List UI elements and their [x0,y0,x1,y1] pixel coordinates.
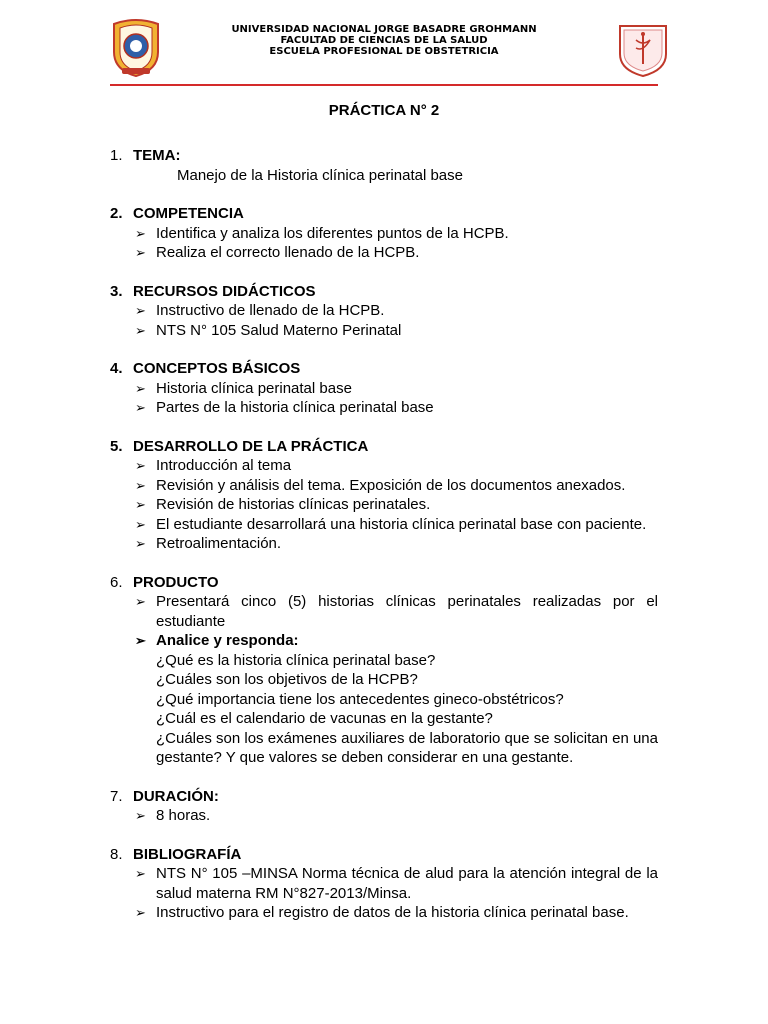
section-number: 1. [110,147,123,164]
question: ¿Cuáles son los objetivos de la HCPB? [156,671,418,688]
arrow-bullet-icon: ➢ [135,866,146,881]
section-tema [110,146,658,185]
arrow-bullet-icon: ➢ [135,380,146,396]
faculty-name: FACULTAD DE CIENCIAS DE LA SALUD [280,35,488,46]
section-title: DURACIÓN: [133,787,219,805]
university-logo-icon [108,16,164,78]
section-number: 6. [110,573,123,591]
list-item: ➢ Identifica y analiza los diferentes puntos de la HCPB. [135,224,509,242]
arrow-bullet-icon: ➢ [135,497,146,512]
list-item: ➢ Revisión de historias clínicas perinatales. [135,496,431,513]
list-item: ➢ Historia clínica perinatal base [135,379,352,397]
list-item: ➢ NTS N° 105 –MINSA Norma técnica de alud para la atención integral de la salud materna RM N°827-2013/Minsa. [135,865,658,902]
section-title: DESARROLLO DE LA PRÁCTICA [133,437,369,455]
list-item: ➢ 8 horas. [135,807,211,824]
section-bibliografia [110,845,658,923]
arrow-bullet-icon: ➢ [135,808,146,823]
section-title: RECURSOS DIDÁCTICOS [133,282,316,300]
arrow-bullet-icon: ➢ [135,633,146,648]
section-number: 2. [110,205,123,222]
section-number: 8. [110,845,123,863]
section-number: 5. [110,437,123,455]
arrow-bullet-icon: ➢ [135,458,146,473]
section-title: CONCEPTOS BÁSICOS [133,360,301,377]
list-item: ➢ El estudiante desarrollará una historia clínica perinatal base con paciente. [135,515,647,533]
arrow-bullet-icon: ➢ [135,322,146,338]
arrow-bullet-icon: ➢ [135,516,146,532]
section-number: 4. [110,360,123,377]
school-name: ESCUELA PROFESIONAL DE OBSTETRICIA [269,46,499,57]
arrow-bullet-icon: ➢ [135,225,146,241]
list-item-questions [133,631,658,768]
section-title: PRODUCTO [133,573,219,591]
arrow-bullet-icon: ➢ [135,477,146,493]
page-header [0,0,768,90]
list-item: ➢ NTS N° 105 Salud Materno Perinatal [135,321,402,339]
section-conceptos [110,359,658,418]
list-item: ➢ Instructivo de llenado de la HCPB. [135,302,385,319]
question: ¿Qué importancia tiene los antecedentes gineco-obstétricos? [156,690,564,708]
section-desarrollo [110,437,658,554]
arrow-bullet-icon: ➢ [135,400,146,415]
arrow-bullet-icon: ➢ [135,245,146,260]
list-item: ➢ Introducción al tema [135,457,292,474]
list-item: ➢ Retroalimentación. [135,535,282,552]
questions-heading: Analice y responda: [156,632,299,649]
section-number: 7. [110,787,123,805]
section-producto [110,573,658,768]
section-competencia [110,204,658,263]
page-title: PRÁCTICA N° 2 [328,102,440,119]
university-name: UNIVERSIDAD NACIONAL JORGE BASADRE GROHMANN [231,24,537,35]
section-duracion [110,787,658,826]
list-item: ➢ Revisión y análisis del tema. Exposición de los documentos anexados. [135,476,626,494]
section-title: COMPETENCIA [133,205,244,222]
section-number: 3. [110,282,123,300]
section-recursos [110,282,658,341]
obstetrics-school-logo-icon [616,20,670,78]
section-text: Manejo de la Historia clínica perinatal base [177,166,463,184]
question: ¿Cuáles son los exámenes auxiliares de laboratorio que se solicitan en una gestante? Y que valores se deben considerar en una gestante. [156,729,658,766]
document-body [110,146,658,923]
list-item: ➢ Realiza el correcto llenado de la HCPB. [135,244,420,261]
question: ¿Qué es la historia clínica perinatal base? [156,651,436,669]
arrow-bullet-icon: ➢ [135,905,146,920]
list-item: ➢ Partes de la historia clínica perinatal base [135,399,434,416]
question: ¿Cuál es el calendario de vacunas en la gestante? [156,710,493,727]
section-title: TEMA: [133,147,181,164]
arrow-bullet-icon: ➢ [135,303,146,318]
header-rule [110,84,658,86]
arrow-bullet-icon: ➢ [135,536,146,551]
list-item: ➢ Instructivo para el registro de datos de la historia clínica perinatal base. [135,904,629,921]
arrow-bullet-icon: ➢ [135,594,146,609]
list-item: ➢ Presentará cinco (5) historias clínicas perinatales realizadas por el estudiante [135,593,658,630]
section-title: BIBLIOGRAFÍA [133,845,242,863]
